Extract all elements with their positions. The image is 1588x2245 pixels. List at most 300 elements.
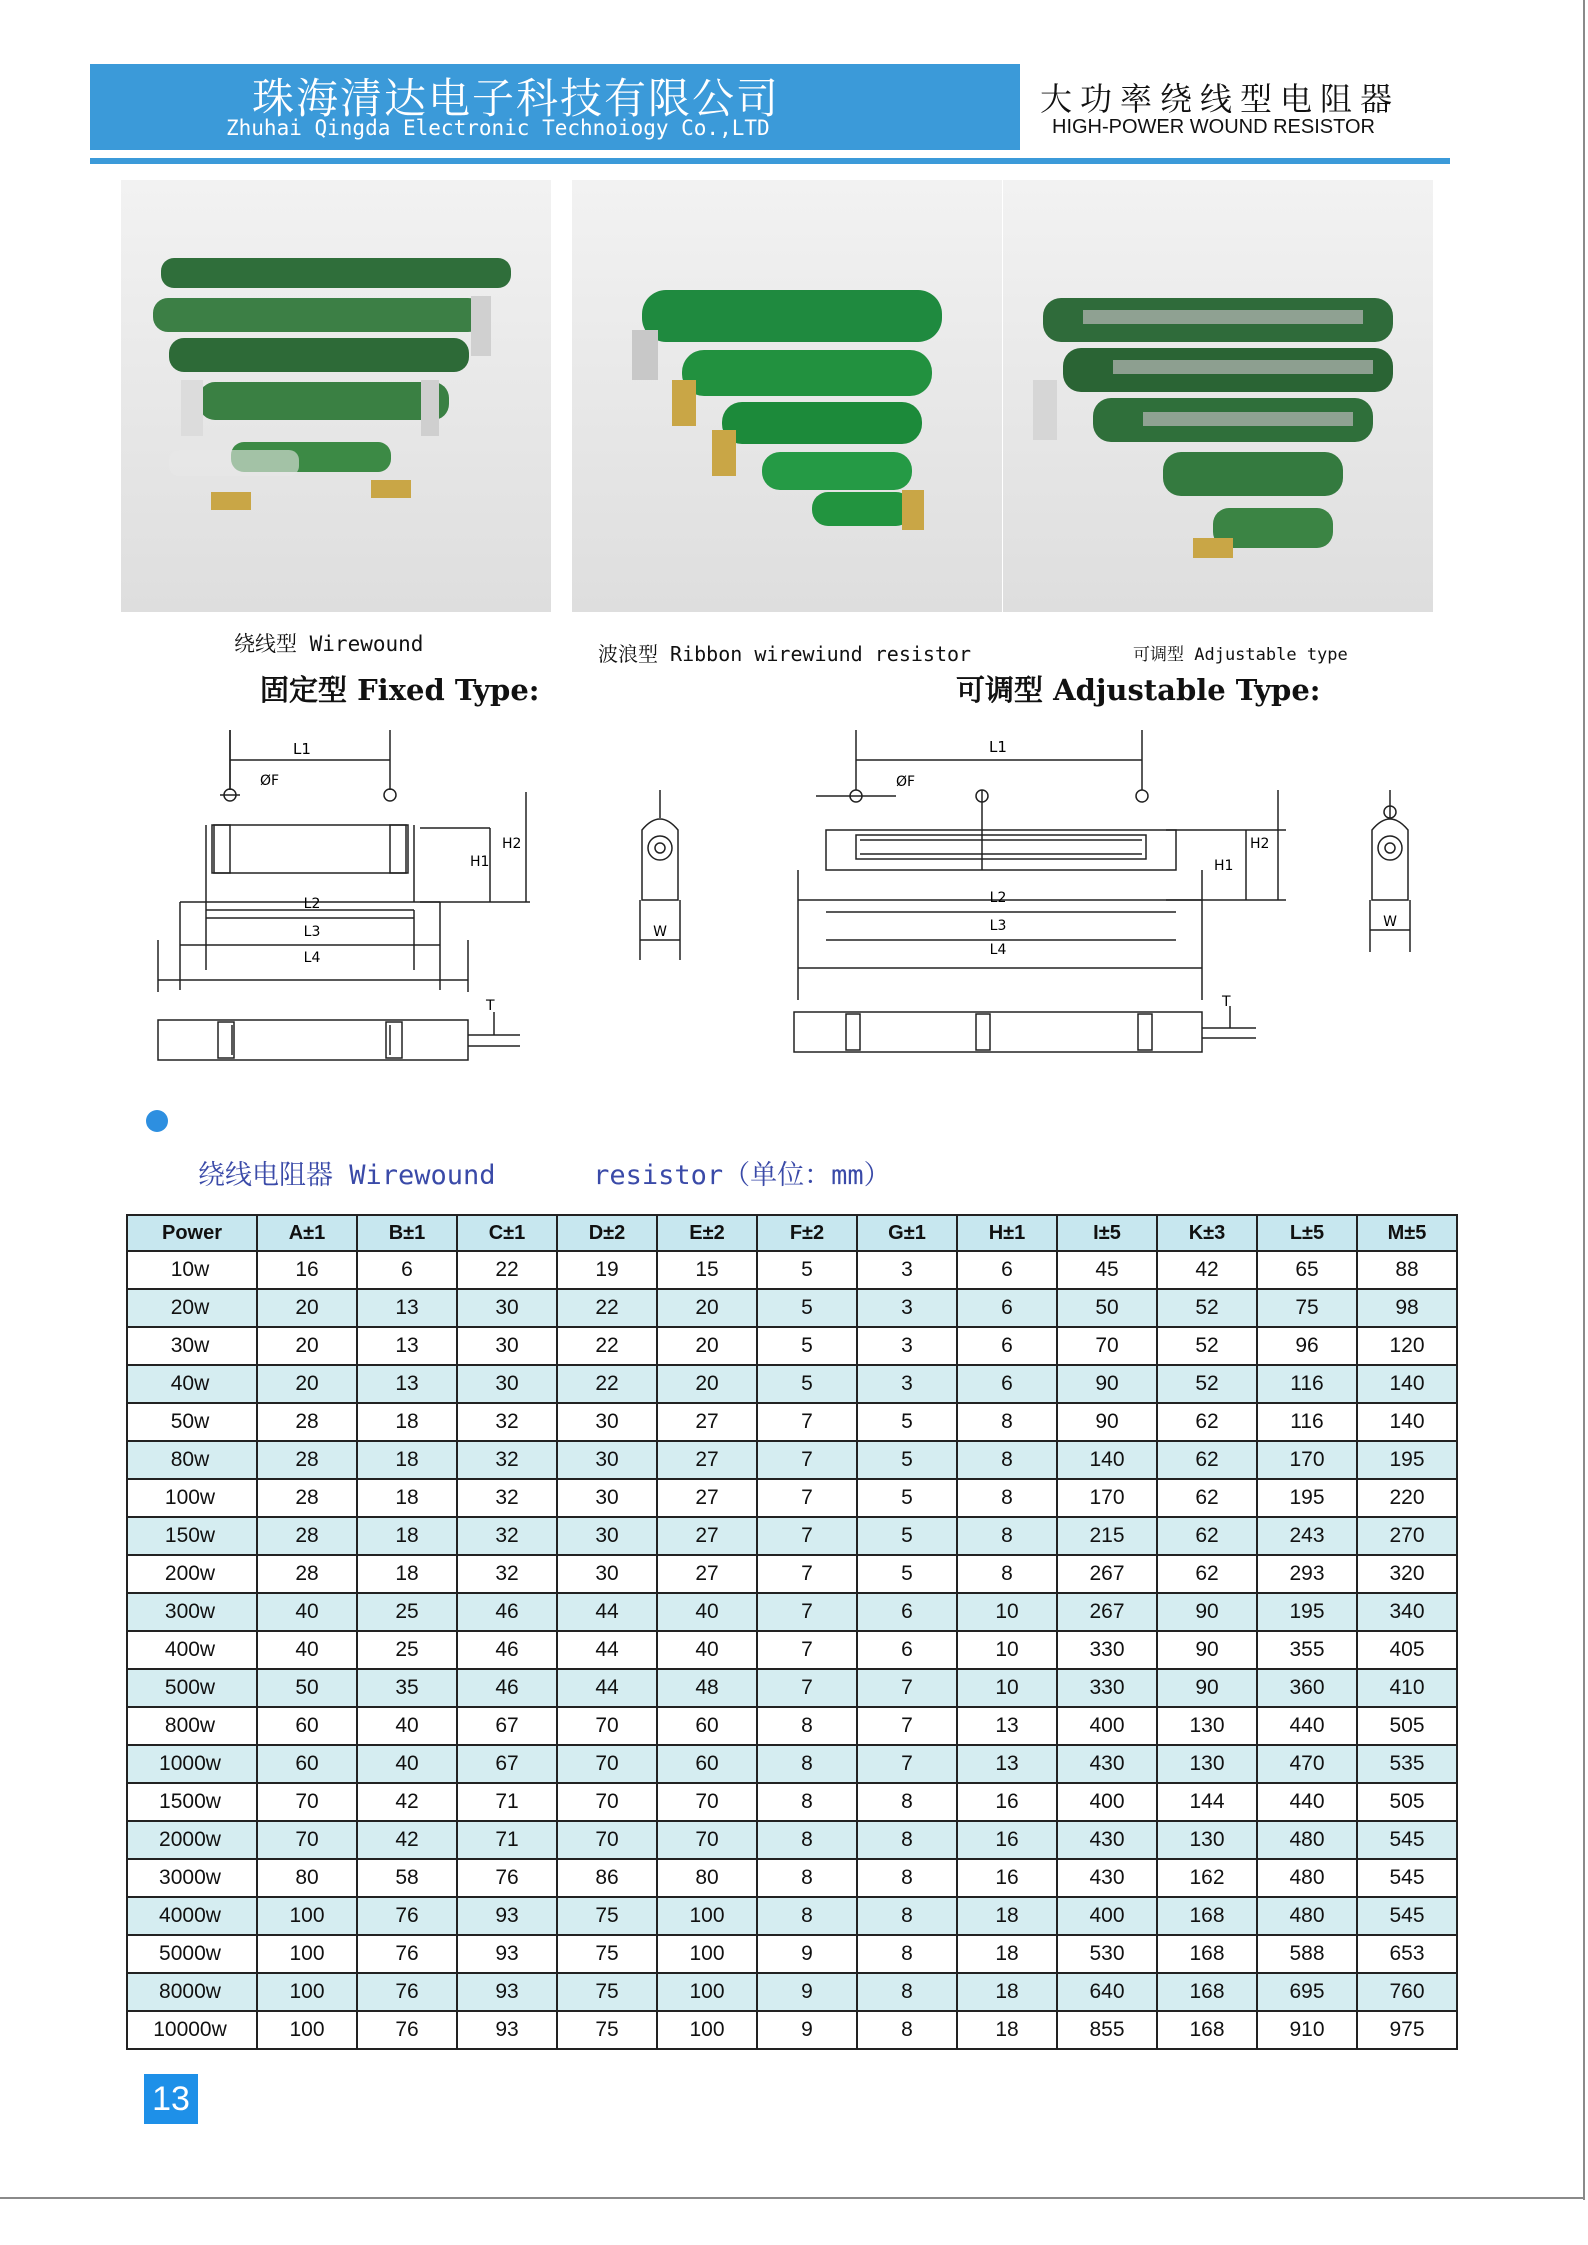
table-cell: 28 xyxy=(257,1441,357,1479)
table-row xyxy=(127,1935,1457,1973)
table-cell: 5 xyxy=(857,1479,957,1517)
table-cell: 100 xyxy=(257,2011,357,2049)
label-w-adjustable: W xyxy=(1383,914,1397,930)
table-row xyxy=(127,1973,1457,2011)
table-cell: 400 xyxy=(1057,1783,1157,1821)
table-cell: 8 xyxy=(757,1821,857,1859)
wirewound-resistors-image xyxy=(121,180,551,612)
table-cell: 168 xyxy=(1157,1897,1257,1935)
table-cell: 86 xyxy=(557,1859,657,1897)
table-cell: 8 xyxy=(857,2011,957,2049)
table-cell: 6 xyxy=(857,1631,957,1669)
table-cell: 320 xyxy=(1357,1555,1457,1593)
table-cell: 22 xyxy=(557,1327,657,1365)
table-cell: 100 xyxy=(257,1935,357,1973)
label-adj-l3: L3 xyxy=(989,918,1007,934)
table-cell: 76 xyxy=(357,1897,457,1935)
table-cell: 168 xyxy=(1157,1973,1257,2011)
table-cell: 45 xyxy=(1057,1251,1157,1289)
table-cell: 75 xyxy=(557,1973,657,2011)
photo-wirewound xyxy=(121,180,551,612)
table-cell: 7 xyxy=(857,1745,957,1783)
table-cell: 7 xyxy=(757,1517,857,1555)
table-cell: 18 xyxy=(357,1441,457,1479)
table-cell: 18 xyxy=(357,1403,457,1441)
table-cell: 32 xyxy=(457,1403,557,1441)
table-cell: 500w xyxy=(127,1669,257,1707)
table-cell: 20 xyxy=(257,1327,357,1365)
table-cell: 8 xyxy=(857,1821,957,1859)
table-row xyxy=(127,1403,1457,1441)
table-cell: 7 xyxy=(757,1631,857,1669)
table-cell: 130 xyxy=(1157,1745,1257,1783)
table-cell: 4000w xyxy=(127,1897,257,1935)
table-cell: 100 xyxy=(257,1897,357,1935)
fixed-type-drawing xyxy=(150,730,570,1060)
table-cell: 75 xyxy=(557,1935,657,1973)
table-cell: 10000w xyxy=(127,2011,257,2049)
table-cell: 5 xyxy=(757,1327,857,1365)
table-cell: 80 xyxy=(657,1859,757,1897)
table-row xyxy=(127,1251,1457,1289)
table-cell: 162 xyxy=(1157,1859,1257,1897)
table-cell: 46 xyxy=(457,1593,557,1631)
table-cell: 50 xyxy=(257,1669,357,1707)
table-cell: 27 xyxy=(657,1403,757,1441)
table-cell: 46 xyxy=(457,1631,557,1669)
table-cell: 18 xyxy=(357,1555,457,1593)
table-row xyxy=(127,1327,1457,1365)
table-cell: 30 xyxy=(557,1555,657,1593)
table-cell: 50 xyxy=(1057,1289,1157,1327)
section-title: 绕线电阻器 Wirewound resistor（单位：mm） xyxy=(198,1160,891,1191)
table-cell: 35 xyxy=(357,1669,457,1707)
table-header-row xyxy=(127,1215,1457,1251)
caption-adjustable: 可调型 Adjustable type xyxy=(1133,645,1348,665)
table-cell: 20 xyxy=(257,1289,357,1327)
table-cell: 10w xyxy=(127,1251,257,1289)
table-cell: 170 xyxy=(1257,1441,1357,1479)
table-cell: 270 xyxy=(1357,1517,1457,1555)
page-number: 13 xyxy=(144,2074,198,2124)
table-cell: 430 xyxy=(1057,1821,1157,1859)
table-cell: 440 xyxy=(1257,1707,1357,1745)
table-row xyxy=(127,1783,1457,1821)
adjustable-side-view xyxy=(1360,790,1420,960)
table-cell: 25 xyxy=(357,1593,457,1631)
col-header: E±2 xyxy=(657,1215,757,1251)
table-cell: 8 xyxy=(757,1745,857,1783)
bullet-dot xyxy=(146,1110,168,1132)
table-cell: 2000w xyxy=(127,1821,257,1859)
table-cell: 28 xyxy=(257,1479,357,1517)
table-cell: 93 xyxy=(457,1973,557,2011)
table-cell: 44 xyxy=(557,1669,657,1707)
col-header: H±1 xyxy=(957,1215,1057,1251)
table-row xyxy=(127,1517,1457,1555)
label-w-fixed: W xyxy=(653,924,667,940)
table-cell: 52 xyxy=(1157,1365,1257,1403)
table-cell: 28 xyxy=(257,1555,357,1593)
table-cell: 243 xyxy=(1257,1517,1357,1555)
table-cell: 195 xyxy=(1257,1479,1357,1517)
table-cell: 65 xyxy=(1257,1251,1357,1289)
table-cell: 8000w xyxy=(127,1973,257,2011)
table-row xyxy=(127,1631,1457,1669)
table-row xyxy=(127,2011,1457,2049)
table-cell: 16 xyxy=(957,1821,1057,1859)
table-cell: 27 xyxy=(657,1441,757,1479)
table-cell: 8 xyxy=(757,1783,857,1821)
table-cell: 100 xyxy=(257,1973,357,2011)
table-cell: 100 xyxy=(657,1935,757,1973)
table-cell: 8 xyxy=(957,1517,1057,1555)
table-cell: 75 xyxy=(1257,1289,1357,1327)
table-cell: 300w xyxy=(127,1593,257,1631)
table-row xyxy=(127,1669,1457,1707)
caption-wirewound: 绕线型 Wirewound xyxy=(234,632,424,656)
table-cell: 100 xyxy=(657,1973,757,2011)
table-cell: 8 xyxy=(757,1707,857,1745)
table-cell: 90 xyxy=(1057,1365,1157,1403)
table-cell: 9 xyxy=(757,2011,857,2049)
label-adj-h1: H1 xyxy=(1214,858,1234,874)
table-cell: 30 xyxy=(557,1441,657,1479)
table-cell: 70 xyxy=(557,1707,657,1745)
table-row xyxy=(127,1707,1457,1745)
table-cell: 16 xyxy=(957,1859,1057,1897)
table-cell: 42 xyxy=(357,1783,457,1821)
table-cell: 8 xyxy=(857,1935,957,1973)
table-cell: 8 xyxy=(957,1479,1057,1517)
table-cell: 9 xyxy=(757,1973,857,2011)
table-cell: 140 xyxy=(1057,1441,1157,1479)
table-cell: 975 xyxy=(1357,2011,1457,2049)
table-cell: 8 xyxy=(957,1555,1057,1593)
table-cell: 44 xyxy=(557,1593,657,1631)
table-cell: 67 xyxy=(457,1745,557,1783)
table-cell: 430 xyxy=(1057,1745,1157,1783)
table-cell: 70 xyxy=(257,1821,357,1859)
table-cell: 3 xyxy=(857,1251,957,1289)
label-l1: L1 xyxy=(293,740,311,758)
company-name-cn: 珠海清达电子科技有限公司 xyxy=(252,74,781,123)
table-cell: 505 xyxy=(1357,1707,1457,1745)
table-cell: 480 xyxy=(1257,1821,1357,1859)
table-cell: 50w xyxy=(127,1403,257,1441)
table-row xyxy=(127,1745,1457,1783)
col-header: B±1 xyxy=(357,1215,457,1251)
table-cell: 3000w xyxy=(127,1859,257,1897)
table-cell: 27 xyxy=(657,1479,757,1517)
photo-ribbon xyxy=(572,180,1002,612)
table-cell: 545 xyxy=(1357,1821,1457,1859)
spec-table xyxy=(126,1214,1458,2050)
table-cell: 30w xyxy=(127,1327,257,1365)
table-cell: 7 xyxy=(757,1593,857,1631)
table-cell: 100 xyxy=(657,2011,757,2049)
adjustable-type-title: 可调型 Adjustable Type: xyxy=(956,673,1321,707)
table-cell: 9 xyxy=(757,1935,857,1973)
table-cell: 1500w xyxy=(127,1783,257,1821)
product-title-en: HIGH-POWER WOUND RESISTOR xyxy=(1052,116,1375,138)
table-cell: 10 xyxy=(957,1669,1057,1707)
table-cell: 60 xyxy=(257,1745,357,1783)
table-row xyxy=(127,1441,1457,1479)
table-cell: 588 xyxy=(1257,1935,1357,1973)
table-cell: 6 xyxy=(957,1327,1057,1365)
col-header: M±5 xyxy=(1357,1215,1457,1251)
table-cell: 10 xyxy=(957,1593,1057,1631)
table-cell: 30 xyxy=(457,1365,557,1403)
table-cell: 7 xyxy=(757,1441,857,1479)
table-cell: 25 xyxy=(357,1631,457,1669)
table-cell: 800w xyxy=(127,1707,257,1745)
table-cell: 71 xyxy=(457,1821,557,1859)
table-cell: 140 xyxy=(1357,1365,1457,1403)
label-t: T xyxy=(486,998,495,1014)
table-cell: 530 xyxy=(1057,1935,1157,1973)
table-cell: 13 xyxy=(357,1327,457,1365)
table-cell: 90 xyxy=(1157,1631,1257,1669)
table-cell: 18 xyxy=(957,1973,1057,2011)
table-cell: 355 xyxy=(1257,1631,1357,1669)
table-cell: 93 xyxy=(457,2011,557,2049)
table-cell: 75 xyxy=(557,2011,657,2049)
table-cell: 5 xyxy=(857,1403,957,1441)
table-cell: 8 xyxy=(957,1441,1057,1479)
table-cell: 18 xyxy=(357,1479,457,1517)
table-cell: 52 xyxy=(1157,1327,1257,1365)
table-cell: 18 xyxy=(957,1897,1057,1935)
table-cell: 8 xyxy=(857,1859,957,1897)
label-adj-h2: H2 xyxy=(1250,836,1270,852)
table-cell: 855 xyxy=(1057,2011,1157,2049)
table-cell: 5 xyxy=(757,1289,857,1327)
table-cell: 8 xyxy=(757,1897,857,1935)
table-cell: 5 xyxy=(757,1251,857,1289)
label-l2: L2 xyxy=(303,896,321,912)
table-cell: 140 xyxy=(1357,1403,1457,1441)
fixed-side-view xyxy=(630,790,690,960)
adjustable-resistors-image xyxy=(1003,180,1433,612)
table-cell: 30 xyxy=(457,1289,557,1327)
table-cell: 3 xyxy=(857,1289,957,1327)
photo-adjustable xyxy=(1003,180,1433,612)
table-cell: 293 xyxy=(1257,1555,1357,1593)
table-cell: 88 xyxy=(1357,1251,1457,1289)
table-cell: 8 xyxy=(757,1859,857,1897)
table-cell: 70 xyxy=(557,1783,657,1821)
table-cell: 5 xyxy=(857,1517,957,1555)
table-cell: 16 xyxy=(957,1783,1057,1821)
table-cell: 40 xyxy=(657,1631,757,1669)
table-cell: 8 xyxy=(957,1403,1057,1441)
table-cell: 170 xyxy=(1057,1479,1157,1517)
table-cell: 116 xyxy=(1257,1365,1357,1403)
table-cell: 120 xyxy=(1357,1327,1457,1365)
table-cell: 70 xyxy=(657,1783,757,1821)
table-cell: 116 xyxy=(1257,1403,1357,1441)
table-cell: 20 xyxy=(657,1327,757,1365)
table-cell: 60 xyxy=(257,1707,357,1745)
table-cell: 168 xyxy=(1157,2011,1257,2049)
ribbon-resistors-image xyxy=(572,180,1002,612)
table-cell: 48 xyxy=(657,1669,757,1707)
table-row xyxy=(127,1479,1457,1517)
label-h1: H1 xyxy=(470,854,490,870)
table-cell: 52 xyxy=(1157,1289,1257,1327)
table-row xyxy=(127,1859,1457,1897)
label-adj-l2: L2 xyxy=(989,890,1007,906)
table-cell: 8 xyxy=(857,1897,957,1935)
table-cell: 6 xyxy=(357,1251,457,1289)
table-cell: 70 xyxy=(557,1821,657,1859)
table-cell: 5 xyxy=(857,1555,957,1593)
label-adj-phi-f: ØF xyxy=(896,774,916,790)
table-cell: 18 xyxy=(957,1935,1057,1973)
col-header: C±1 xyxy=(457,1215,557,1251)
product-title-cn: 大功率绕线型电阻器 xyxy=(1040,80,1401,118)
col-header: A±1 xyxy=(257,1215,357,1251)
table-cell: 22 xyxy=(457,1251,557,1289)
table-cell: 400 xyxy=(1057,1707,1157,1745)
label-phi-f: ØF xyxy=(260,773,280,789)
table-cell: 40 xyxy=(657,1593,757,1631)
table-cell: 535 xyxy=(1357,1745,1457,1783)
table-cell: 150w xyxy=(127,1517,257,1555)
table-cell: 30 xyxy=(557,1403,657,1441)
table-cell: 46 xyxy=(457,1669,557,1707)
table-row xyxy=(127,1821,1457,1859)
table-cell: 20 xyxy=(657,1289,757,1327)
table-cell: 16 xyxy=(257,1251,357,1289)
page-frame-bottom xyxy=(0,2197,1585,2199)
table-cell: 18 xyxy=(957,2011,1057,2049)
table-cell: 267 xyxy=(1057,1593,1157,1631)
table-cell: 480 xyxy=(1257,1897,1357,1935)
table-cell: 7 xyxy=(857,1669,957,1707)
table-cell: 410 xyxy=(1357,1669,1457,1707)
table-cell: 130 xyxy=(1157,1821,1257,1859)
table-cell: 70 xyxy=(657,1821,757,1859)
table-cell: 330 xyxy=(1057,1631,1157,1669)
table-cell: 22 xyxy=(557,1365,657,1403)
table-cell: 80 xyxy=(257,1859,357,1897)
table-cell: 7 xyxy=(857,1707,957,1745)
table-cell: 30 xyxy=(557,1517,657,1555)
table-cell: 13 xyxy=(357,1289,457,1327)
table-cell: 6 xyxy=(957,1365,1057,1403)
table-cell: 58 xyxy=(357,1859,457,1897)
table-cell: 62 xyxy=(1157,1441,1257,1479)
table-cell: 505 xyxy=(1357,1783,1457,1821)
table-cell: 90 xyxy=(1157,1593,1257,1631)
table-cell: 96 xyxy=(1257,1327,1357,1365)
table-cell: 90 xyxy=(1057,1403,1157,1441)
page-frame-right xyxy=(1583,0,1585,2200)
table-cell: 100w xyxy=(127,1479,257,1517)
table-cell: 200w xyxy=(127,1555,257,1593)
table-cell: 5 xyxy=(857,1441,957,1479)
table-cell: 215 xyxy=(1057,1517,1157,1555)
table-cell: 70 xyxy=(557,1745,657,1783)
table-cell: 75 xyxy=(557,1897,657,1935)
table-cell: 480 xyxy=(1257,1859,1357,1897)
table-cell: 27 xyxy=(657,1555,757,1593)
table-cell: 10 xyxy=(957,1631,1057,1669)
col-header: G±1 xyxy=(857,1215,957,1251)
table-cell: 40w xyxy=(127,1365,257,1403)
table-cell: 760 xyxy=(1357,1973,1457,2011)
table-cell: 90 xyxy=(1157,1669,1257,1707)
label-adj-l1: L1 xyxy=(989,738,1007,756)
table-cell: 19 xyxy=(557,1251,657,1289)
table-cell: 40 xyxy=(357,1745,457,1783)
col-header: F±2 xyxy=(757,1215,857,1251)
table-cell: 42 xyxy=(1157,1251,1257,1289)
table-cell: 1000w xyxy=(127,1745,257,1783)
table-cell: 62 xyxy=(1157,1403,1257,1441)
table-row xyxy=(127,1897,1457,1935)
table-row xyxy=(127,1555,1457,1593)
table-cell: 40 xyxy=(357,1707,457,1745)
col-header: L±5 xyxy=(1257,1215,1357,1251)
table-cell: 7 xyxy=(757,1555,857,1593)
table-cell: 18 xyxy=(357,1517,457,1555)
table-cell: 6 xyxy=(857,1593,957,1631)
table-cell: 44 xyxy=(557,1631,657,1669)
table-cell: 62 xyxy=(1157,1517,1257,1555)
table-cell: 32 xyxy=(457,1555,557,1593)
label-adj-l4: L4 xyxy=(989,942,1007,958)
table-body xyxy=(127,1251,1457,2049)
table-cell: 168 xyxy=(1157,1935,1257,1973)
table-cell: 8 xyxy=(857,1973,957,2011)
table-cell: 6 xyxy=(957,1251,1057,1289)
table-cell: 3 xyxy=(857,1365,957,1403)
table-cell: 8 xyxy=(857,1783,957,1821)
table-row xyxy=(127,1593,1457,1631)
table-cell: 400w xyxy=(127,1631,257,1669)
table-cell: 545 xyxy=(1357,1897,1457,1935)
table-cell: 7 xyxy=(757,1479,857,1517)
table-cell: 470 xyxy=(1257,1745,1357,1783)
table-cell: 67 xyxy=(457,1707,557,1745)
table-cell: 76 xyxy=(357,2011,457,2049)
adjustable-type-drawing xyxy=(786,730,1306,1070)
table-cell: 60 xyxy=(657,1707,757,1745)
table-cell: 93 xyxy=(457,1935,557,1973)
table-cell: 6 xyxy=(957,1289,1057,1327)
table-cell: 32 xyxy=(457,1517,557,1555)
table-cell: 640 xyxy=(1057,1973,1157,2011)
table-cell: 76 xyxy=(357,1973,457,2011)
table-cell: 76 xyxy=(457,1859,557,1897)
table-cell: 653 xyxy=(1357,1935,1457,1973)
table-cell: 20w xyxy=(127,1289,257,1327)
table-cell: 195 xyxy=(1257,1593,1357,1631)
table-cell: 80w xyxy=(127,1441,257,1479)
table-cell: 440 xyxy=(1257,1783,1357,1821)
table-cell: 28 xyxy=(257,1517,357,1555)
table-cell: 30 xyxy=(457,1327,557,1365)
table-cell: 405 xyxy=(1357,1631,1457,1669)
table-cell: 20 xyxy=(657,1365,757,1403)
table-cell: 27 xyxy=(657,1517,757,1555)
table-cell: 7 xyxy=(757,1403,857,1441)
col-header: D±2 xyxy=(557,1215,657,1251)
